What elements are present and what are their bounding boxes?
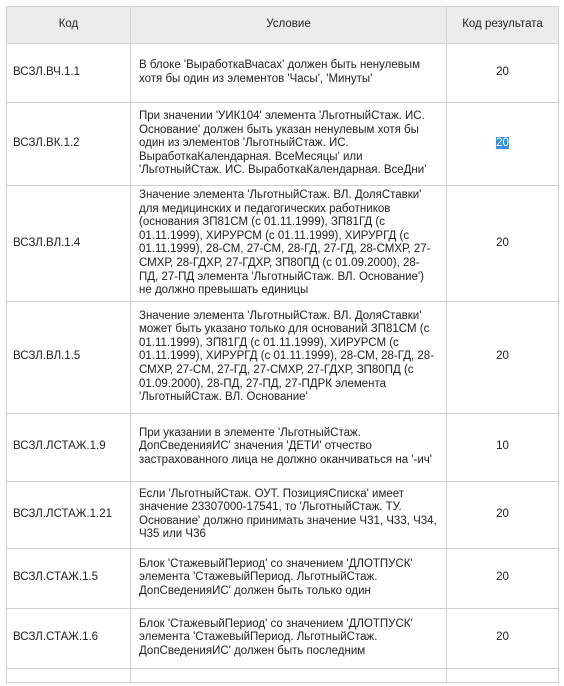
rule-code: ВСЗЛ.ЛСТАЖ.1.21	[7, 481, 131, 548]
table-row	[7, 103, 559, 186]
table-row	[7, 481, 559, 548]
rule-code	[7, 668, 131, 682]
header-code: Код	[7, 7, 131, 44]
validation-rules-table	[6, 6, 559, 683]
result-code: 20	[447, 186, 559, 302]
rule-condition: При значении 'УИК104' элемента 'ЛьготныйСтаж. ИС. Основание' должен быть указан ненулевым хотя бы один из элементов 'ЛьготныйСтаж. ИС. ВыработкаКалендарная. ВсеМесяцы' или 'ЛьготныйСтаж. ИС. ВыработкаКалендарная. ВсеДни'	[131, 103, 447, 186]
table-row	[7, 608, 559, 668]
selected-text[interactable]: 20	[496, 137, 509, 150]
rule-condition: Значение элемента 'ЛьготныйСтаж. ВЛ. ДоляСтавки' может быть указано только для оснований ЗП81СМ (с 01.11.1999), ЗП81ГД (с 01.11.1999), ХИРУРСМ (с 01.11.1999), ХИРУРГД (с 01.11.1999), 28-СМ, 28-ГД, 28-СМХР, 27-СМ, 27-ГД, 27-СМХР, 27-ГДХР, ЗП80ПД (с 01.09.2000), 28-ПД, 27-ПД, 27-ПДРК элемента 'ЛьготныйСтаж. ВЛ. Основание'	[131, 301, 447, 413]
header-condition: Условие	[131, 7, 447, 44]
header-row	[7, 7, 559, 44]
rule-condition: В блоке 'ВыработкаВчасах' должен быть ненулевым хотя бы один из элементов 'Часы', 'Минуты'	[131, 44, 447, 103]
table-row	[7, 301, 559, 413]
result-code: 20	[447, 481, 559, 548]
result-code: 10	[447, 413, 559, 481]
result-code: 20	[447, 548, 559, 608]
rule-condition	[131, 668, 447, 682]
result-code	[447, 668, 559, 682]
table-row	[7, 186, 559, 302]
header-result-code: Код результата	[447, 7, 559, 44]
table-row	[7, 668, 559, 682]
rule-code: ВСЗЛ.ВЛ.1.4	[7, 186, 131, 302]
table-body	[7, 44, 559, 683]
rule-condition: Если 'ЛьготныйСтаж. ОУТ. ПозицияСписка' имеет значение 23307000-17541, то 'ЛьготныйСтаж. ТУ. Основание' должно принимать значение Ч31, Ч33, Ч34, Ч35 или Ч36	[131, 481, 447, 548]
result-code: 20	[447, 44, 559, 103]
rule-condition: Блок 'СтажевыйПериод' со значением 'ДЛОТПУСК' элемента 'СтажевыйПериод. ЛьготныйСтаж. ДопСведенияИС' должен быть последним	[131, 608, 447, 668]
result-code: 20	[447, 608, 559, 668]
rule-condition: Блок 'СтажевыйПериод' со значением 'ДЛОТПУСК' элемента 'СтажевыйПериод. ЛьготныйСтаж. ДопСведенияИС' должен быть только один	[131, 548, 447, 608]
table-row	[7, 413, 559, 481]
rule-code: ВСЗЛ.ВЛ.1.5	[7, 301, 131, 413]
rule-condition: Значение элемента 'ЛьготныйСтаж. ВЛ. ДоляСтавки' для медицинских и педагогических работников (основания ЗП81СМ (с 01.11.1999), ЗП81ГД (с 01.11.1999), ХИРУРСМ (с 01.11.1999), ХИРУРГД (с 01.11.1999), 28-СМ, 27-СМ, 28-ГД, 27-ГД, 28-СМХР, 27-СМХР, 28-ГДХР, 27-ГДХР, ЗП80ПД (с 01.09.2000), 28-ПД, 27-ПД элемента 'ЛьготныйСтаж. ВЛ. Основание') не должно превышать единицы	[131, 186, 447, 302]
rule-code: ВСЗЛ.ВК.1.2	[7, 103, 131, 186]
result-code: 20	[447, 301, 559, 413]
table-row	[7, 44, 559, 103]
result-code	[447, 103, 559, 186]
rule-code: ВСЗЛ.ЛСТАЖ.1.9	[7, 413, 131, 481]
rule-code: ВСЗЛ.СТАЖ.1.6	[7, 608, 131, 668]
rule-code: ВСЗЛ.СТАЖ.1.5	[7, 548, 131, 608]
rule-condition: При указании в элементе 'ЛьготныйСтаж. ДопСведенияИС' значения 'ДЕТИ' отчество застрахованного лица не должно оканчиваться на '-ич'	[131, 413, 447, 481]
table-row	[7, 548, 559, 608]
rule-code: ВСЗЛ.ВЧ.1.1	[7, 44, 131, 103]
table-header	[7, 7, 559, 44]
